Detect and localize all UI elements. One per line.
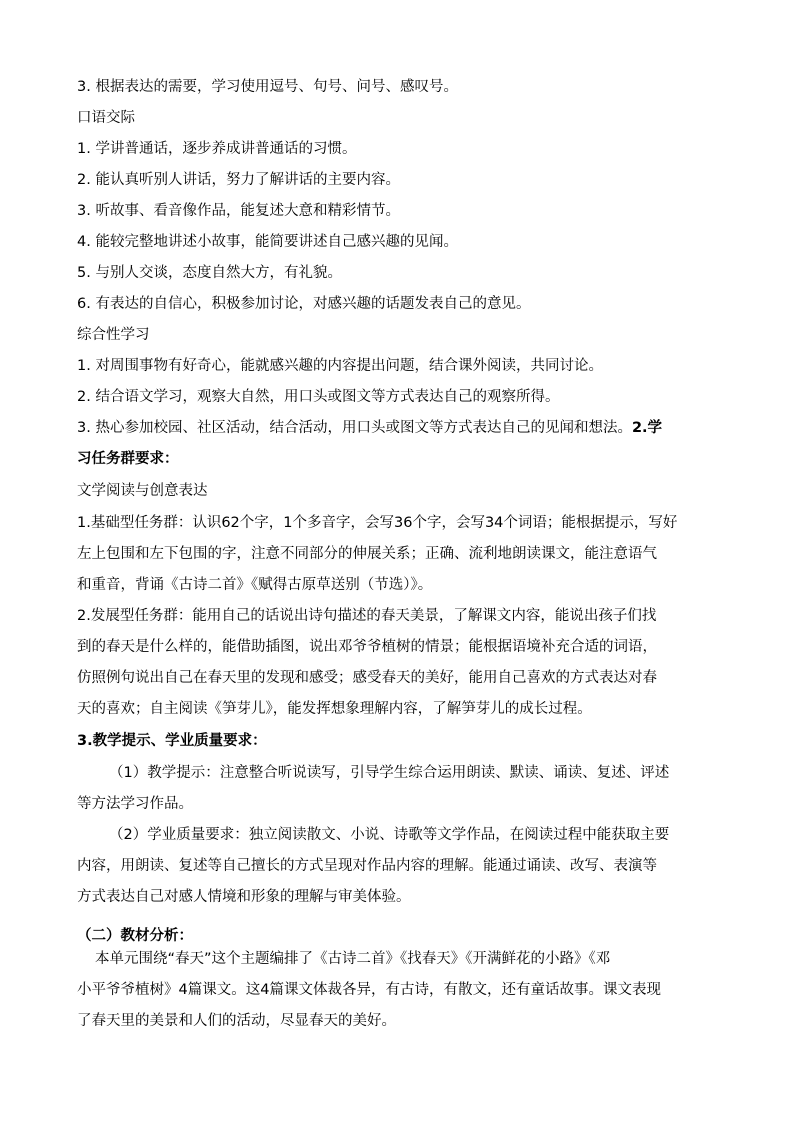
text-line: 2.发展型任务群：能用自己的话说出诗句描述的春天美景，了解课文内容，能说出孩子们找 bbox=[77, 608, 657, 624]
text-line: 2. 结合语文学习，观察大自然，用口头或图文等方式表达自己的观察所得。 bbox=[77, 389, 560, 405]
subheading: 习任务群要求： bbox=[77, 451, 179, 467]
text-line: 左上包围和左下包围的字，注意不同部分的伸展关系；正确、流利地朗读课文，能注意语气 bbox=[77, 546, 657, 562]
text-line: 方式表达自己对感人情境和形象的理解与审美体验。 bbox=[77, 889, 411, 905]
text-line: 3. 听故事、看音像作品，能复述大意和精彩情节。 bbox=[77, 203, 400, 219]
section-heading: 口语交际 bbox=[77, 110, 135, 126]
text-line: （2）学业质量要求：独立阅读散文、小说、诗歌等文学作品，在阅读过程中能获取主要 bbox=[109, 827, 670, 843]
text-line: 了春天里的美景和人们的活动，尽显春天的美好。 bbox=[77, 1013, 396, 1029]
subheading: 3.教学提示、学业质量要求： bbox=[77, 733, 267, 749]
text-line: 到的春天是什么样的，能借助插图，说出邓爷爷植树的情景；能根据语境补充合适的词语， bbox=[77, 639, 657, 655]
text-line: 6. 有表达的自信心，积极参加讨论，对感兴趣的话题发表自己的意见。 bbox=[77, 296, 531, 312]
section-heading: 综合性学习 bbox=[77, 327, 150, 343]
text-line: 3. 根据表达的需要，学习使用逗号、句号、问号、感叹号。 bbox=[77, 79, 458, 95]
text-line: 等方法学习作品。 bbox=[77, 796, 193, 812]
text-line: （1）教学提示：注意整合听说读写，引导学生综合运用朗读、默读、诵读、复述、评述 bbox=[109, 765, 670, 781]
text-line: 本单元围绕“春天”这个主题编排了《古诗二首》《找春天》《开满鲜花的小路》《邓 bbox=[95, 951, 611, 967]
text-line: 2. 能认真听别人讲话，努力了解讲话的主要内容。 bbox=[77, 172, 400, 188]
text-line: 1. 对周围事物有好奇心，能就感兴趣的内容提出问题，结合课外阅读，共同讨论。 bbox=[77, 358, 603, 374]
text-line: 内容，用朗读、复述等自己擅长的方式呈现对作品内容的理解。能通过诵读、改写、表演等 bbox=[77, 858, 657, 874]
section-heading: 文学阅读与创意表达 bbox=[77, 483, 208, 499]
text-line bbox=[77, 418, 722, 438]
text-line: 4. 能较完整地讲述小故事，能简要讲述自己感兴趣的见闻。 bbox=[77, 234, 458, 250]
subheading-part: 2.学 bbox=[631, 420, 663, 436]
text-line: 5. 与别人交谈，态度自然大方，有礼貌。 bbox=[77, 265, 342, 281]
subheading: （二）教材分析： bbox=[77, 928, 193, 944]
text-line: 仿照例句说出自己在春天里的发现和感受；感受春天的美好，能用自己喜欢的方式表达对春 bbox=[77, 670, 657, 686]
text-line: 1.基础型任务群：认识62个字，1个多音字，会写36个字，会写34个词语；能根据提示，写好 bbox=[77, 515, 678, 531]
text-line: 小平爷爷植树》4篇课文。这4篇课文体裁各异，有古诗，有散文，还有童话故事。课文表现 bbox=[77, 982, 661, 998]
text-line: 1. 学讲普通话，逐步养成讲普通话的习惯。 bbox=[77, 141, 357, 157]
text-line: 天的喜欢；自主阅读《笋芽儿》，能发挥想象理解内容，了解笋芽儿的成长过程。 bbox=[77, 701, 592, 717]
text-line: 和重音，背诵《古诗二首》《赋得古原草送别（节选）》。 bbox=[77, 577, 433, 593]
text-line-part: 3. 热心参加校园、社区活动，结合活动，用口头或图文等方式表达自己的见闻和想法。 bbox=[77, 420, 632, 436]
